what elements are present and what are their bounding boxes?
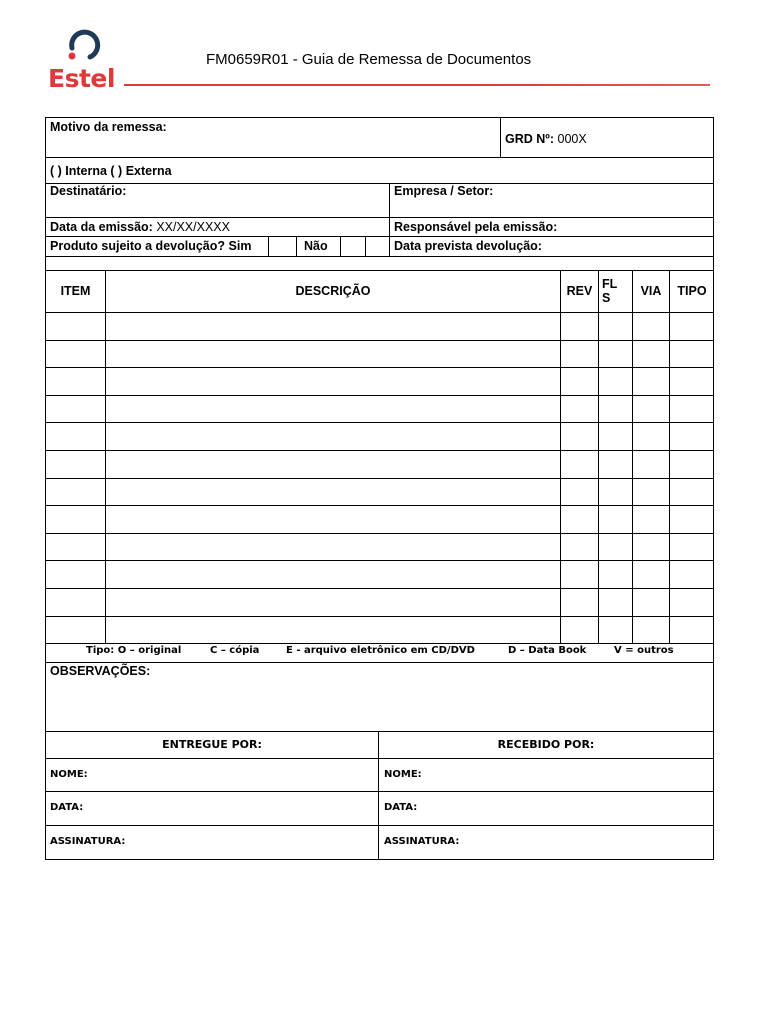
empresa-label: Empresa / Setor:: [394, 184, 494, 198]
table-row[interactable]: [45, 395, 714, 396]
nao-label: Não: [304, 239, 328, 253]
legend-copia: C – cópia: [210, 645, 260, 656]
devolucao-label: [46, 237, 255, 255]
entregue-header: ENTREGUE POR:: [162, 738, 262, 751]
legend-original: Tipo: O – original: [86, 645, 182, 656]
rule: [45, 256, 714, 257]
motivo-label: Motivo da remessa:: [50, 120, 167, 134]
table-row[interactable]: [45, 505, 714, 506]
rule: [268, 236, 269, 256]
table-row[interactable]: [45, 340, 714, 341]
recebido-nome-label: NOME:: [384, 769, 422, 780]
entregue-data-label: DATA:: [50, 802, 84, 813]
nao-checkbox[interactable]: [342, 237, 365, 256]
col-header-descricao: DESCRIÇÃO: [295, 284, 371, 298]
rule: [296, 236, 297, 256]
data-emissao-field[interactable]: [46, 218, 234, 236]
recebido-header: RECEBIDO POR:: [497, 738, 595, 751]
col-header-rev: REV: [566, 284, 593, 298]
legend-databook: D – Data Book: [508, 645, 587, 656]
table-row[interactable]: [45, 367, 714, 368]
logo-ring-icon: [64, 26, 104, 62]
entregue-nome-label: NOME:: [50, 769, 88, 780]
entregue-assinatura-label: ASSINATURA:: [50, 836, 126, 847]
sim-label: Sim: [228, 239, 252, 253]
rule: [45, 270, 714, 271]
table-row[interactable]: [45, 312, 714, 313]
rule: [45, 758, 714, 759]
recebido-assinatura-label: ASSINATURA:: [384, 836, 460, 847]
rule: [45, 731, 714, 732]
rule: [365, 236, 366, 256]
observacoes-field[interactable]: [46, 680, 713, 730]
tipo-legend: [86, 645, 674, 656]
table-row[interactable]: [45, 422, 714, 423]
table-row[interactable]: [45, 560, 714, 561]
table-row[interactable]: [45, 478, 714, 479]
col-header-fls: FL S: [602, 277, 618, 305]
data-emissao-value: XX/XX/XXXX: [156, 220, 230, 234]
table-row[interactable]: [45, 588, 714, 589]
table-row[interactable]: [45, 643, 714, 644]
rule: [340, 236, 341, 256]
tipo-remessa[interactable]: ( ) Interna ( ) Externa: [50, 164, 172, 178]
document-title: FM0659R01 - Guia de Remessa de Documentos: [206, 51, 532, 68]
responsavel-label: Responsável pela emissão:: [394, 220, 558, 234]
rule: [45, 157, 714, 158]
col-header-tipo: TIPO: [677, 284, 707, 298]
recebido-data-label: DATA:: [384, 802, 418, 813]
devolucao-question: Produto sujeito a devolução?: [50, 239, 226, 253]
logo-text: Estel: [48, 64, 115, 93]
rule: [45, 183, 714, 184]
rule: [45, 791, 714, 792]
destinatario-label: Destinatário:: [50, 184, 127, 198]
data-emissao-label: Data da emissão:: [50, 220, 153, 234]
table-row[interactable]: [45, 533, 714, 534]
table-row[interactable]: [45, 450, 714, 451]
col-header-via: VIA: [640, 284, 662, 298]
col-header-item: ITEM: [60, 284, 91, 298]
legend-eletronico: E - arquivo eletrônico em CD/DVD: [286, 645, 475, 656]
legend-outros: V = outros: [614, 645, 674, 656]
data-prevista-label: Data prevista devolução:: [394, 239, 542, 253]
rule: [45, 825, 714, 826]
grd-field[interactable]: [501, 130, 591, 148]
grd-label: GRD Nº:: [505, 132, 555, 146]
estel-logo: [48, 26, 120, 94]
sim-checkbox[interactable]: [270, 237, 296, 256]
table-row[interactable]: [45, 616, 714, 617]
header-rule: [124, 84, 710, 86]
observacoes-label: OBSERVAÇÕES:: [50, 664, 151, 678]
grd-value: 000X: [557, 132, 587, 146]
